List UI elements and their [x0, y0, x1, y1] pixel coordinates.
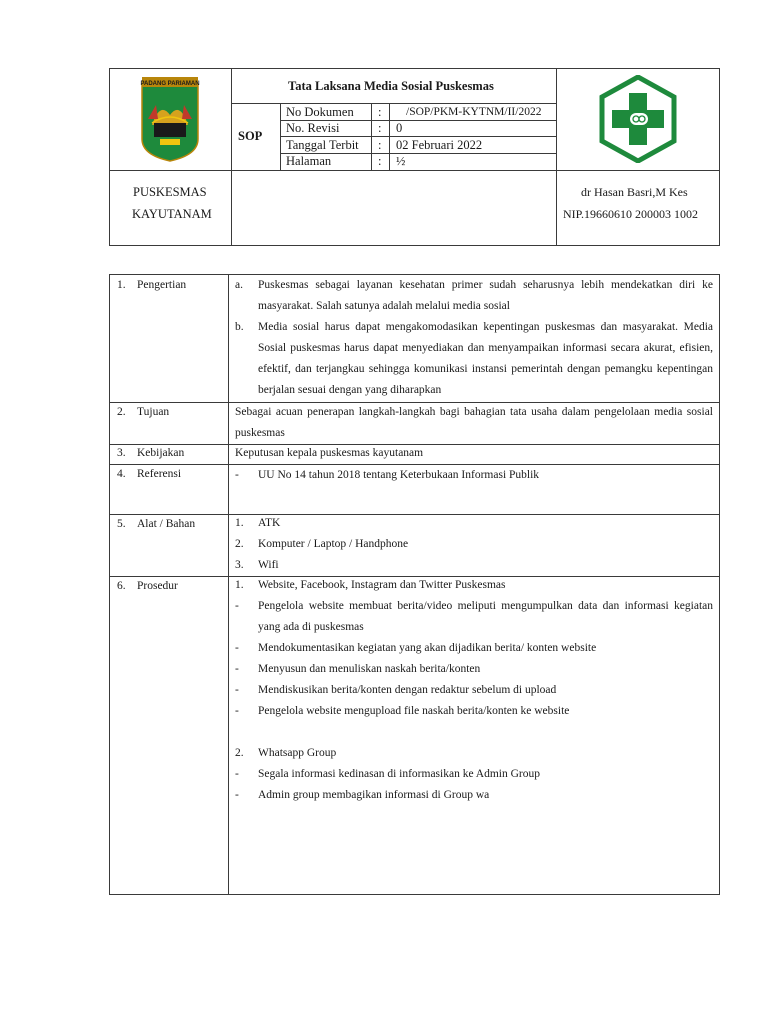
list-item: - Pengelola website membuat berita/video meliputi mengumpulkan data dan informasi kegiatan yang ada di puskesmas — [235, 600, 713, 633]
section-label: 6. Prosedur — [117, 580, 178, 592]
meta-label: No. Revisi — [286, 121, 340, 135]
meta-sep: : — [378, 105, 382, 119]
section-label: 5. Alat / Bahan — [117, 518, 196, 530]
meta-label: No Dokumen — [286, 105, 354, 119]
meta-sep: : — [378, 154, 382, 168]
signer-nip: NIP.19660610 200003 1002 — [563, 207, 699, 221]
section-prosedur — [235, 575, 713, 806]
list-item: a. Puskesmas sebagai layanan kesehatan primer sudah seharusnya lebih mendekatkan diri ke masyarakat. Salah satunya adalah melalui media sosial — [235, 279, 713, 312]
sop-label: SOP — [238, 129, 263, 143]
list-item: - Mendiskusikan berita/konten dengan redaktur sebelum di upload — [235, 684, 557, 696]
sop-body-table — [109, 274, 720, 895]
meta-label: Halaman — [286, 154, 332, 168]
list-item: - Segala informasi kedinasan di informasikan ke Admin Group — [235, 768, 541, 780]
svg-text:PADANG PARIAMAN: PADANG PARIAMAN — [140, 81, 200, 87]
meta-value: ½ — [396, 154, 406, 168]
list-item: 3. Wifi — [235, 559, 279, 571]
section-pengertian — [235, 275, 713, 401]
meta-value: /SOP/PKM-KYTNM/II/2022 — [406, 106, 542, 118]
padang-pariaman-logo — [138, 75, 202, 163]
meta-sep: : — [378, 121, 382, 135]
list-item: 2. Komputer / Laptop / Handphone — [235, 538, 409, 550]
sop-header — [109, 68, 720, 246]
list-item: b. Media sosial harus dapat mengakomodasikan kepentingan puskesmas dan masyarakat. Media Sosial puskesmas harus dapat menyediakan dan menyampaikan informasi secara akurat, efisien, efektif, dan terjangkau sehingga komunikasi instansi pemerintah dengan pemangku kepentingan berjalan sesuai dengan yang diharapkan — [235, 321, 713, 396]
section-kebijakan: Keputusan kepala puskesmas kayutanam — [235, 447, 424, 459]
section-label: 2. Tujuan — [117, 406, 170, 418]
org-name: PUSKESMAS — [133, 185, 207, 199]
section-referensi — [235, 465, 713, 486]
list-item: - Admin group membagikan informasi di Group wa — [235, 789, 490, 801]
list-item: - Mendokumentasikan kegiatan yang akan dijadikan berita/ konten website — [235, 642, 597, 654]
meta-value: 0 — [396, 121, 403, 135]
list-item: - UU No 14 tahun 2018 tentang Keterbukaan Informasi Publik — [235, 469, 540, 481]
meta-sep: : — [378, 138, 382, 152]
signer-name: dr Hasan Basri,M Kes — [581, 185, 688, 199]
list-item: - Pengelola website mengupload file naskah berita/konten ke website — [235, 705, 570, 717]
section-tujuan: Sebagai acuan penerapan langkah-langkah bagi bahagian tata usaha dalam pengelolaan media sosial puskesmas — [235, 406, 713, 439]
list-item: 1. Website, Facebook, Instagram dan Twitter Puskesmas — [235, 579, 506, 591]
meta-value: 02 Februari 2022 — [396, 138, 483, 152]
meta-label: Tanggal Terbit — [286, 138, 359, 152]
section-label: 1. Pengertian — [117, 279, 187, 291]
list-item: 1. ATK — [235, 517, 281, 529]
org-location: KAYUTANAM — [132, 207, 212, 221]
sop-title: Tata Laksana Media Sosial Puskesmas — [288, 79, 494, 93]
puskesmas-logo — [598, 75, 678, 163]
list-item: - Menyusun dan menuliskan naskah berita/konten — [235, 663, 481, 675]
section-label: 3. Kebijakan — [117, 447, 185, 459]
section-label: 4. Referensi — [117, 468, 182, 480]
section-alat-bahan — [235, 513, 713, 576]
list-item: 2. Whatsapp Group — [235, 747, 337, 759]
